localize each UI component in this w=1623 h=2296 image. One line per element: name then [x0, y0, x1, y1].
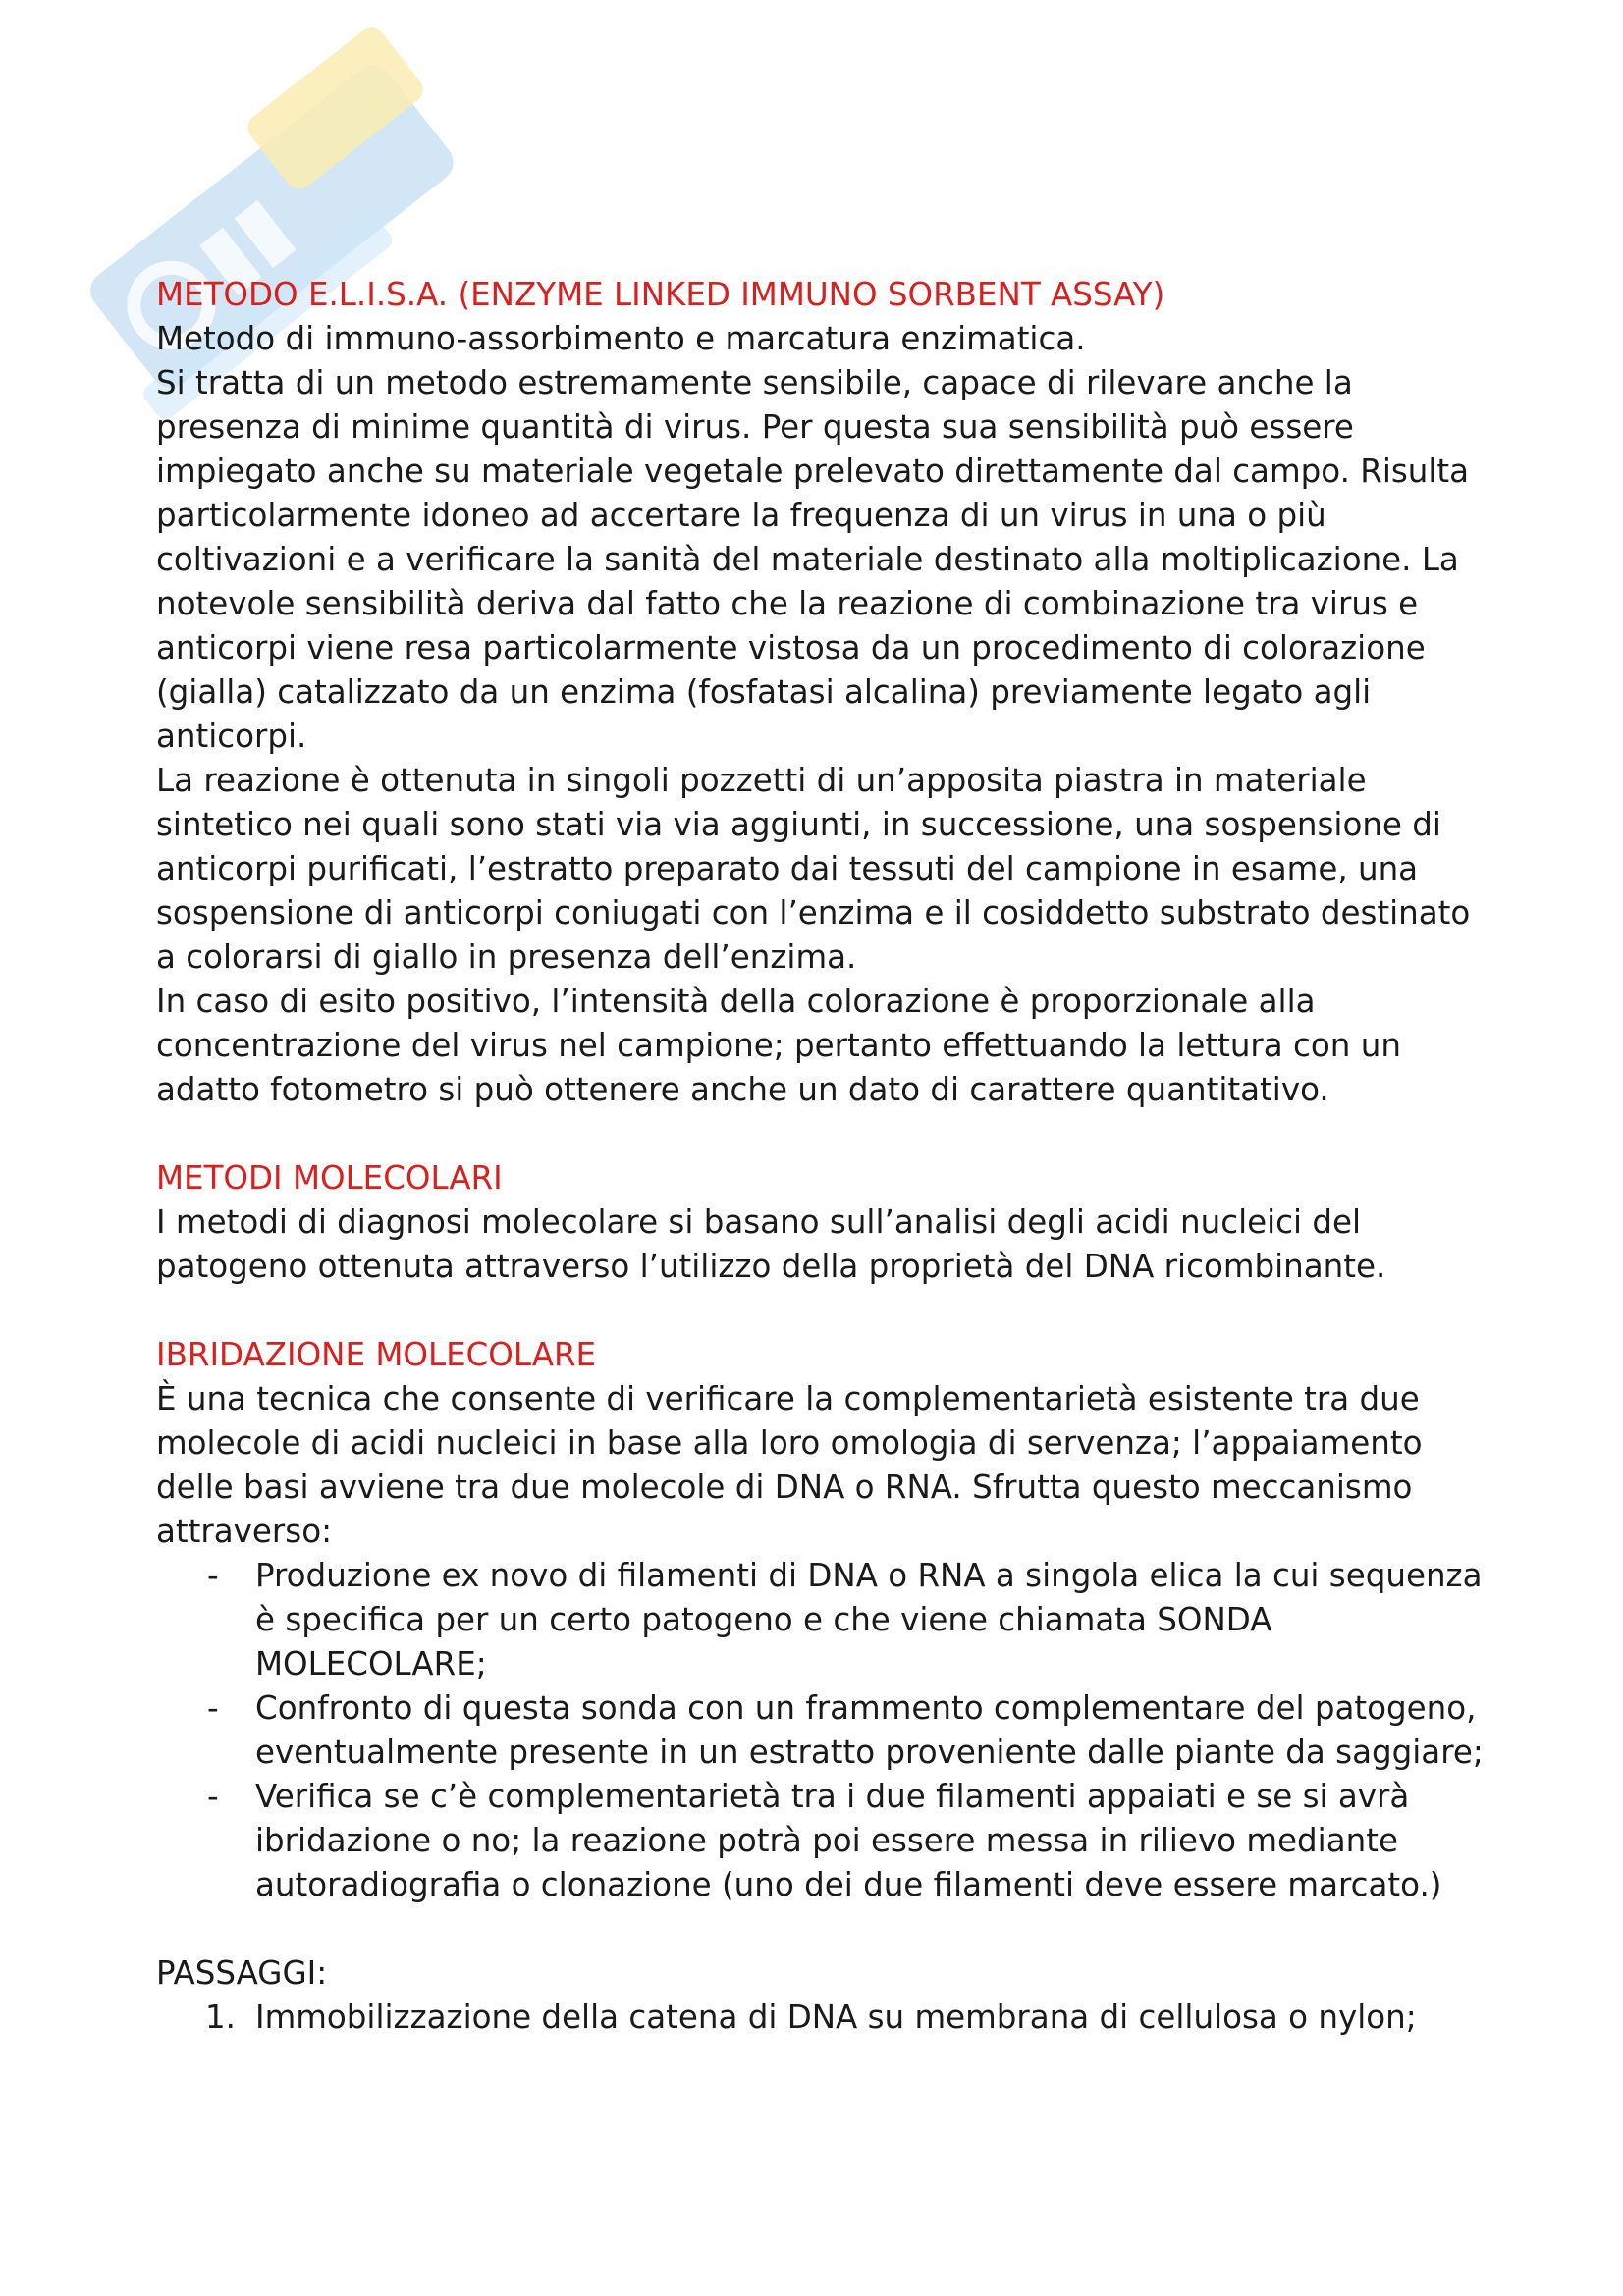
elisa-subtitle: Metodo di immuno-assorbimento e marcatura enzimatica.	[156, 320, 1086, 357]
section-title-metodi-molecolari: METODI MOLECOLARI	[156, 1159, 503, 1197]
list-item	[156, 1775, 1491, 1907]
list-item-text: Produzione ex novo di filamenti di DNA o RNA a singola elica la cui sequenza è specifica per un certo patogeno e che viene chiamata SONDA MOLECOLARE;	[255, 1557, 1483, 1682]
elisa-paragraph-1: Si tratta di un metodo estremamente sensibile, capace di rilevare anche la presenza di minime quantità di virus. Per questa sua sensibilità può essere impiegato anche su materiale vegetale prelevato direttamente dal campo. Risulta particolarmente idoneo ad accertare la frequenza di un virus in una o più coltivazioni e a verificare la sanità del materiale destinato alla moltiplicazione. La notevole sensibilità deriva dal fatto che la reazione di combinazione tra virus e anticorpi viene resa particolarmente vistosa da un procedimento di colorazione (gialla) catalizzato da un enzima (fosfatasi alcalina) previamente legato agli anticorpi.	[156, 364, 1470, 755]
list-item	[156, 1686, 1491, 1775]
list-number: 1.	[205, 1999, 237, 2036]
elisa-paragraph-2: La reazione è ottenuta in singoli pozzetti di un’apposita piastra in materiale sintetico nei quali sono stati via via aggiunti, in successione, una sospensione di anticorpi purificati, l’estratto preparato dai tessuti del campione in esame, una sospensione di anticorpi coniugati con l’enzima e il cosiddetto substrato destinato a colorarsi di giallo in presenza dell’enzima.	[156, 762, 1471, 976]
section-title-elisa: METODO E.L.I.S.A. (ENZYME LINKED IMMUNO SORBENT ASSAY)	[156, 276, 1165, 313]
list-item-text: Verifica se c’è complementarietà tra i due filamenti appaiati e se si avrà ibridazione o no; la reazione potrà poi essere messa in rilievo mediante autoradiografia o clonazione (uno dei due filamenti deve essere marcato.)	[255, 1778, 1442, 1903]
list-dash-marker: -	[207, 1778, 219, 1815]
molecolari-paragraph: I metodi di diagnosi molecolare si basano sull’analisi degli acidi nucleici del patogeno ottenuta attraverso l’utilizzo della proprietà del DNA ricombinante.	[156, 1203, 1386, 1285]
section-title-passaggi: PASSAGGI:	[156, 1954, 328, 1992]
list-item-text: Confronto di questa sonda con un frammento complementare del patogeno, eventualmente presente in un estratto proveniente dalle piante da saggiare;	[255, 1689, 1484, 1771]
section-title-ibridazione: IBRIDAZIONE MOLECOLARE	[156, 1336, 597, 1373]
list-item-text: Immobilizzazione della catena di DNA su membrana di cellulosa o nylon;	[255, 1999, 1417, 2036]
list-item	[156, 1554, 1491, 1686]
list-item	[156, 1996, 1491, 2040]
ibridazione-paragraph: È una tecnica che consente di verificare la complementarietà esistente tra due molecole di acidi nucleici in base alla loro omologia di servenza; l’appaiamento delle basi avviene tra due molecole di DNA o RNA. Sfrutta questo meccanismo attraverso:	[156, 1380, 1423, 1550]
passaggi-list	[156, 1996, 1491, 2040]
list-dash-marker: -	[207, 1689, 219, 1727]
ibridazione-list	[156, 1554, 1491, 1907]
document-body	[156, 273, 1491, 2040]
list-dash-marker: -	[207, 1557, 219, 1594]
elisa-paragraph-3: In caso di esito positivo, l’intensità della colorazione è proporzionale alla concentrazione del virus nel campione; pertanto effettuando la lettura con un adatto fotometro si può ottenere anche un dato di carattere quantitativo.	[156, 983, 1401, 1108]
